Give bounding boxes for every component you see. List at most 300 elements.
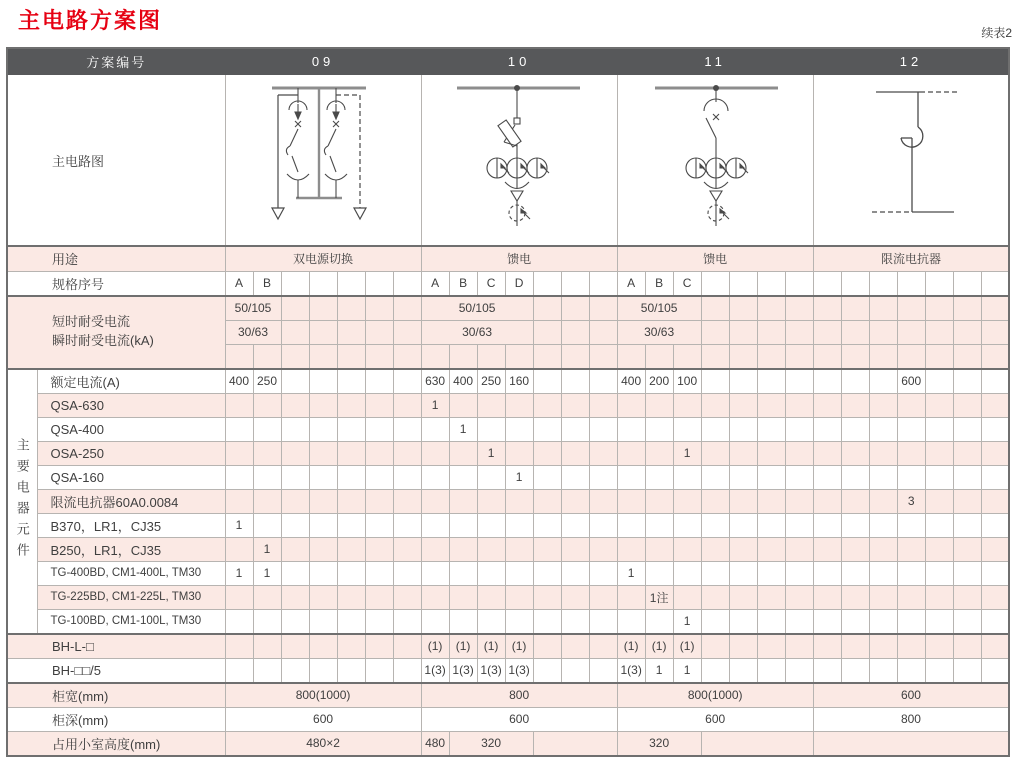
grid-cell [701,513,729,537]
grid-cell [309,296,337,321]
grid-cell [841,513,869,537]
grid-cell [925,271,953,296]
grid-cell [701,441,729,465]
grid-cell [561,609,589,634]
grid-cell [589,561,617,585]
grid-cell [337,634,365,659]
grid-cell [953,393,981,417]
table-row-rated-current [7,369,1009,394]
grid-cell: 1(3) [449,658,477,683]
grid-cell [533,731,617,756]
grid-cell: 1 [673,658,701,683]
grid-cell [225,465,253,489]
grid-cell [785,537,813,561]
grid-cell: 限流电抗器 [813,246,1009,271]
row-label-diagram: 主电路图 [7,75,225,247]
grid-cell [281,537,309,561]
grid-cell [589,271,617,296]
grid-cell [785,369,813,394]
grid-cell: 1 [645,658,673,683]
grid-cell [729,441,757,465]
grid-cell [533,489,561,513]
grid-cell: 600 [421,707,617,731]
grid-cell [421,561,449,585]
grid-cell [617,393,645,417]
grid-cell [785,658,813,683]
grid-cell [421,344,449,369]
grid-cell [841,296,869,321]
grid-cell: 1注 [645,585,673,609]
grid-cell [589,393,617,417]
grid-cell [561,634,589,659]
grid-cell [813,537,841,561]
grid-cell [925,393,953,417]
grid-cell [953,585,981,609]
grid-cell [281,271,309,296]
grid-cell [337,465,365,489]
grid-cell [981,537,1009,561]
grid-cell: 馈电 [617,246,813,271]
grid-cell [953,320,981,344]
grid-cell [897,634,925,659]
grid-cell [757,513,785,537]
grid-cell [617,585,645,609]
grid-cell [953,513,981,537]
grid-cell [841,344,869,369]
grid-cell: 400 [617,369,645,394]
grid-cell: 1 [673,441,701,465]
row-label-qsa-630: QSA-630 [37,393,225,417]
row-label-bh-l: BH-L-□ [7,634,225,659]
grid-cell [813,609,841,634]
grid-cell [701,634,729,659]
grid-cell [449,465,477,489]
grid-cell [309,465,337,489]
grid-cell [477,344,505,369]
grid-cell: 600 [813,683,1009,708]
grid-cell [813,585,841,609]
grid-cell [869,658,897,683]
grid-cell: 双电源切换 [225,246,421,271]
grid-cell [393,344,421,369]
header-scheme-12: 12 [813,48,1009,75]
grid-cell: (1) [505,634,533,659]
grid-cell: 1 [225,561,253,585]
row-label-usage: 用途 [7,246,225,271]
grid-cell [589,658,617,683]
row-label-qsa-400: QSA-400 [37,417,225,441]
grid-cell [813,417,841,441]
table-row-spec-serial [7,271,1009,296]
grid-cell [757,320,785,344]
diagram-row [7,75,1009,247]
grid-cell [365,489,393,513]
grid-cell [533,296,561,321]
grid-cell [897,320,925,344]
grid-cell [337,561,365,585]
grid-cell [729,489,757,513]
grid-cell [561,585,589,609]
grid-cell: 800(1000) [225,683,421,708]
grid-cell: 50/105 [225,296,281,321]
grid-cell [841,417,869,441]
grid-cell [729,296,757,321]
grid-cell [589,320,617,344]
grid-cell [561,537,589,561]
table-row-withstand-1 [7,296,1009,321]
grid-cell [953,296,981,321]
grid-cell [337,489,365,513]
page-title: 主电路方案图 [18,8,163,33]
grid-cell [953,441,981,465]
grid-cell [449,344,477,369]
row-label-tg-400bd: TG-400BD, CM1-400L, TM30 [37,561,225,585]
grid-cell [869,417,897,441]
grid-cell [365,417,393,441]
header-scheme-10: 10 [421,48,617,75]
grid-cell: 1 [253,537,281,561]
grid-cell [673,585,701,609]
grid-cell [785,393,813,417]
header-scheme-no: 方案编号 [7,48,225,75]
grid-cell [841,537,869,561]
grid-cell [813,296,841,321]
grid-cell [813,731,1009,756]
grid-cell: 400 [449,369,477,394]
grid-cell [673,561,701,585]
grid-cell [561,393,589,417]
grid-cell [309,320,337,344]
circuit-diagram-09 [225,75,421,247]
grid-cell [561,441,589,465]
grid-cell [309,489,337,513]
row-label-b370: B370，LR1，CJ35 [37,513,225,537]
grid-cell [785,513,813,537]
grid-cell: D [505,271,533,296]
grid-cell [449,537,477,561]
grid-cell [337,320,365,344]
grid-cell [925,489,953,513]
header-scheme-09: 09 [225,48,421,75]
grid-cell [981,417,1009,441]
grid-cell [393,441,421,465]
grid-cell [589,344,617,369]
grid-cell [925,561,953,585]
grid-cell [869,513,897,537]
grid-cell [225,658,253,683]
grid-cell: 30/63 [421,320,533,344]
circuit-diagram-12 [813,75,1009,247]
grid-cell [253,634,281,659]
grid-cell [281,393,309,417]
grid-cell [785,489,813,513]
grid-cell [617,417,645,441]
grid-cell [785,609,813,634]
grid-cell: C [673,271,701,296]
grid-cell: 1 [225,513,253,537]
grid-cell [757,296,785,321]
grid-cell [981,513,1009,537]
grid-cell: B [253,271,281,296]
grid-cell [449,513,477,537]
grid-cell [841,609,869,634]
grid-cell [281,344,309,369]
grid-cell [869,441,897,465]
grid-cell [337,369,365,394]
grid-cell [981,393,1009,417]
grid-cell [953,344,981,369]
grid-cell [869,393,897,417]
grid-cell [869,561,897,585]
grid-cell [421,537,449,561]
grid-cell [869,537,897,561]
grid-cell [841,320,869,344]
grid-cell [813,393,841,417]
grid-cell [869,465,897,489]
grid-cell [953,369,981,394]
grid-cell [421,489,449,513]
grid-cell [421,465,449,489]
grid-cell [393,585,421,609]
grid-cell: B [449,271,477,296]
grid-cell [757,393,785,417]
grid-cell [309,441,337,465]
grid-cell [729,369,757,394]
grid-cell [701,393,729,417]
grid-cell: 1 [617,561,645,585]
grid-cell [365,441,393,465]
grid-cell [225,393,253,417]
row-label-tg-225bd: TG-225BD, CM1-225L, TM30 [37,585,225,609]
continuation-note: 续表2 [981,26,1012,40]
grid-cell [897,609,925,634]
grid-cell [757,271,785,296]
header-scheme-11: 11 [617,48,813,75]
grid-cell [785,561,813,585]
grid-cell [841,585,869,609]
grid-cell [253,441,281,465]
grid-cell: (1) [673,634,701,659]
grid-cell [813,634,841,659]
grid-cell [925,513,953,537]
table-row-b250 [7,537,1009,561]
grid-cell [645,417,673,441]
grid-cell [981,320,1009,344]
grid-cell [533,441,561,465]
grid-cell [393,658,421,683]
grid-cell [337,441,365,465]
grid-cell [869,296,897,321]
grid-cell [841,441,869,465]
grid-cell [561,320,589,344]
grid-cell [505,417,533,441]
grid-cell [365,296,393,321]
grid-cell: 320 [449,731,533,756]
grid-cell [309,585,337,609]
table-row-qsa-160 [7,465,1009,489]
grid-cell [645,537,673,561]
table-row-qsa-400 [7,417,1009,441]
grid-cell [281,441,309,465]
grid-cell [701,561,729,585]
grid-cell [533,417,561,441]
grid-cell [281,634,309,659]
grid-cell [925,537,953,561]
grid-cell [281,296,309,321]
grid-cell: 1(3) [421,658,449,683]
grid-cell [449,489,477,513]
grid-cell [505,344,533,369]
grid-cell [869,369,897,394]
grid-cell: (1) [645,634,673,659]
grid-cell: 1 [477,441,505,465]
grid-cell: 1(3) [477,658,505,683]
grid-cell [281,369,309,394]
grid-cell [925,585,953,609]
grid-cell: 160 [505,369,533,394]
grid-cell: (1) [449,634,477,659]
grid-cell: 600 [225,707,421,731]
grid-cell [953,561,981,585]
group-label-vertical: 主要电器元件 [7,369,37,634]
grid-cell [701,296,729,321]
grid-cell: (1) [617,634,645,659]
row-label-qsa-160: QSA-160 [37,465,225,489]
row-label-bh-5: BH-□□/5 [7,658,225,683]
grid-cell [421,417,449,441]
grid-cell: 480 [421,731,449,756]
grid-cell [253,658,281,683]
grid-cell [225,585,253,609]
grid-cell [281,513,309,537]
grid-cell [253,465,281,489]
grid-cell [869,634,897,659]
grid-cell [393,320,421,344]
grid-cell [421,513,449,537]
grid-cell [589,609,617,634]
grid-cell [897,465,925,489]
grid-cell: 30/63 [225,320,281,344]
row-label-cell-height: 占用小室高度(mm) [7,731,225,756]
table-row-usage [7,246,1009,271]
grid-cell: A [225,271,253,296]
grid-cell [981,585,1009,609]
grid-cell [673,489,701,513]
grid-cell [393,561,421,585]
grid-cell [449,609,477,634]
grid-cell [813,561,841,585]
grid-cell [897,537,925,561]
table-row-tg-100bd [7,609,1009,634]
grid-cell [785,441,813,465]
grid-cell [561,658,589,683]
grid-cell [337,513,365,537]
table-row-qsa-630 [7,393,1009,417]
table-row-b370 [7,513,1009,537]
grid-cell: 30/63 [617,320,701,344]
grid-cell [673,537,701,561]
grid-cell [505,561,533,585]
grid-cell: 250 [477,369,505,394]
grid-cell [897,585,925,609]
grid-cell [701,465,729,489]
grid-cell [589,417,617,441]
grid-cell [925,465,953,489]
grid-cell [897,296,925,321]
grid-cell [561,271,589,296]
grid-cell: 1 [505,465,533,489]
grid-cell [673,513,701,537]
grid-cell [701,489,729,513]
grid-cell [757,537,785,561]
grid-cell [645,465,673,489]
table-row-bh-l [7,634,1009,659]
grid-cell [785,634,813,659]
grid-cell: B [645,271,673,296]
grid-cell [645,393,673,417]
grid-cell [869,489,897,513]
grid-cell [897,344,925,369]
grid-cell [785,271,813,296]
grid-cell [841,658,869,683]
grid-cell [477,585,505,609]
grid-cell: 800 [813,707,1009,731]
grid-cell [897,658,925,683]
grid-cell [785,296,813,321]
grid-cell [589,296,617,321]
grid-cell [953,537,981,561]
grid-cell [645,561,673,585]
row-label-rated-current: 额定电流(A) [37,369,225,394]
grid-cell [897,271,925,296]
grid-cell [841,489,869,513]
table-row-reactor-60a [7,489,1009,513]
grid-cell [393,465,421,489]
grid-cell [533,634,561,659]
grid-cell [449,441,477,465]
grid-cell [393,296,421,321]
grid-cell [701,537,729,561]
grid-cell [225,417,253,441]
grid-cell [561,296,589,321]
grid-cell [589,369,617,394]
grid-cell [533,513,561,537]
grid-cell [337,417,365,441]
grid-cell [281,561,309,585]
grid-cell [533,271,561,296]
grid-cell: 1 [421,393,449,417]
grid-cell: 800(1000) [617,683,813,708]
grid-cell [505,393,533,417]
grid-cell: 600 [897,369,925,394]
grid-cell [561,344,589,369]
grid-cell [981,296,1009,321]
grid-cell: A [617,271,645,296]
grid-cell [533,320,561,344]
grid-cell: 50/105 [421,296,533,321]
grid-cell [757,465,785,489]
grid-cell [729,271,757,296]
grid-cell [533,537,561,561]
grid-cell [925,320,953,344]
row-label-spec-serial: 规格序号 [7,271,225,296]
grid-cell [617,537,645,561]
grid-cell [505,513,533,537]
grid-cell [785,344,813,369]
grid-cell [757,441,785,465]
grid-cell [785,585,813,609]
grid-cell [981,634,1009,659]
